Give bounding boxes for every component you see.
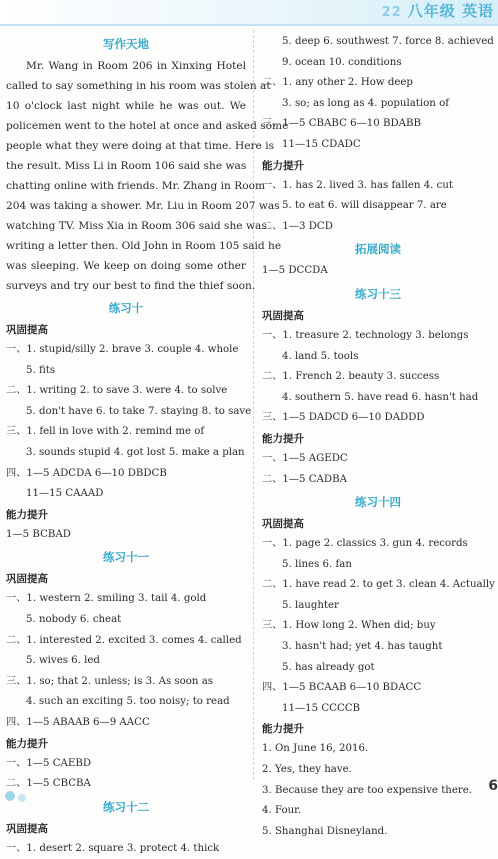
answer-line: 5. laughter bbox=[282, 599, 339, 611]
answer-line: 4. land 5. tools bbox=[282, 350, 359, 362]
answer-line: 3. sounds stupid 4. got lost 5. make a plan bbox=[26, 446, 245, 458]
paragraph-line: people what they were doing at that time. Here is bbox=[6, 140, 275, 152]
answer-line: 二、1. writing 2. to save 3. were 4. to solve bbox=[6, 385, 228, 397]
improve-answers bbox=[262, 176, 494, 238]
answer-line: 9. ocean 10. conditions bbox=[282, 56, 402, 68]
paragraph-line: the result. Miss Li in Room 106 said she was bbox=[6, 160, 247, 172]
answer-line: 3. so; as long as 4. population of bbox=[282, 97, 449, 109]
answer-line: 11—15 CCCCB bbox=[282, 702, 361, 714]
answer-line: 5. lines 6. fan bbox=[282, 558, 352, 570]
paragraph-line: 10 o'clock last night while he was out. We bbox=[6, 100, 246, 112]
exercise-10-answers bbox=[6, 340, 252, 505]
exercise-12-title: 练习十二 bbox=[103, 799, 149, 814]
answer-line: 三、1. How long 2. When did; buy bbox=[262, 620, 436, 632]
exercise-13-improve-heading: 能力提升 bbox=[262, 432, 304, 445]
exercise-14-improve-heading: 能力提升 bbox=[262, 723, 304, 736]
paragraph-line: chatting online with friends. Mr. Zhang in Room bbox=[6, 180, 266, 192]
answer-line: 1. On June 16, 2016. bbox=[262, 743, 369, 755]
paragraph-line: watching TV. Miss Xia in Room 306 said she was bbox=[6, 220, 267, 232]
answer-line: 三、1—5 CBABC 6—10 BDABB bbox=[262, 118, 421, 130]
header-rule bbox=[0, 24, 498, 26]
exercise-13-title: 练习十三 bbox=[355, 286, 401, 301]
answer-line: 一、1. stupid/silly 2. brave 3. couple 4. whole bbox=[6, 344, 239, 355]
right-column bbox=[262, 32, 494, 842]
exercise-10-improve-answers bbox=[6, 525, 246, 546]
answer-line: 3. Because they are too expensive there. bbox=[262, 784, 473, 796]
answer-line: 5. nobody 6. cheat bbox=[26, 613, 122, 625]
exercise-11-improve-heading: 能力提升 bbox=[6, 737, 48, 750]
answer-line: 4. Four. bbox=[262, 805, 302, 817]
exercise-13-consolidate-heading: 巩固提高 bbox=[262, 309, 304, 322]
paragraph-line: Mr. Wang in Room 206 in Xinxing Hotel bbox=[26, 60, 246, 72]
paragraph-line: policemen went to the hotel at once and asked some bbox=[6, 120, 289, 132]
exercise-12-answers bbox=[6, 839, 246, 859]
exercise-14-answers bbox=[262, 534, 494, 719]
answer-line: 1—5 BCBAD bbox=[6, 528, 71, 540]
exercise-14-title: 练习十四 bbox=[355, 495, 401, 510]
extended-reading-title: 拓展阅读 bbox=[355, 242, 401, 257]
header-grade-subject: 八年级 英语 bbox=[407, 2, 494, 20]
answer-line: 二、1. French 2. beauty 3. success bbox=[262, 371, 440, 383]
answer-line: 3. hasn't had; yet 4. has taught bbox=[282, 641, 443, 653]
exercise-13-answers bbox=[262, 326, 494, 429]
answer-line: 二、1. have read 2. to get 3. clean 4. Actually bbox=[262, 579, 495, 591]
answer-line: 4. southern 5. have read 6. hasn't had bbox=[282, 391, 479, 403]
extended-reading-answers bbox=[262, 261, 494, 282]
exercise-11-answers bbox=[6, 589, 246, 733]
exercise-10-improve-heading: 能力提升 bbox=[6, 508, 48, 521]
improve-heading: 能力提升 bbox=[262, 159, 304, 172]
answer-line: 一、1. page 2. classics 3. gun 4. records bbox=[262, 538, 468, 550]
exercise-13-improve-answers bbox=[262, 449, 494, 490]
answer-line: 1—5 DCCDA bbox=[262, 265, 328, 277]
page-number: 6 bbox=[488, 778, 498, 794]
answer-line: 5. to eat 6. will disappear 7. are bbox=[282, 200, 447, 212]
answer-line: 二、1. interested 2. excited 3. comes 4. called bbox=[6, 634, 242, 646]
answer-line: 四、1—5 ADCDA 6—10 DBDCB bbox=[6, 467, 167, 479]
answer-line: 二、1—5 CBCBA bbox=[6, 778, 91, 790]
answer-line: 一、1—5 AGEDC bbox=[262, 452, 348, 464]
answer-line: 四、1—5 BCAAB 6—10 BDACC bbox=[262, 682, 422, 694]
answer-line: 5. fits bbox=[26, 364, 56, 376]
exercise-11-title: 练习十一 bbox=[103, 550, 149, 565]
continued-answers bbox=[262, 32, 494, 156]
answer-line: 2. Yes, they have. bbox=[262, 764, 352, 776]
answer-line: 一、1. western 2. smiling 3. tail 4. gold bbox=[6, 593, 207, 605]
exercise-10-title: 练习十 bbox=[108, 301, 144, 315]
answer-line: 5. Shanghai Disneyland. bbox=[262, 825, 388, 837]
answer-line: 5. wives 6. led bbox=[26, 655, 100, 667]
answer-line: 一、1. has 2. lived 3. has fallen 4. cut bbox=[262, 179, 454, 191]
corner-flower-icon bbox=[2, 786, 42, 800]
paragraph-line: was sleeping. We keep on doing some other bbox=[6, 260, 246, 272]
answer-line: 5. has already got bbox=[282, 661, 375, 673]
paragraph-line: called to say something in his room was stolen at bbox=[6, 80, 271, 92]
exercise-11-improve-answers bbox=[6, 754, 246, 795]
paragraph-line: surveys and try our best to find the thief soon. bbox=[6, 280, 256, 292]
exercise-11-consolidate-heading: 巩固提高 bbox=[6, 573, 48, 586]
answer-line: 一、1—5 CAEBD bbox=[6, 757, 92, 769]
answer-line: 三、1—5 DADCD 6—10 DADDD bbox=[262, 412, 425, 424]
paragraph-line: 204 was taking a shower. Mr. Liu in Room 207 was bbox=[6, 200, 280, 212]
paragraph-line: writing a letter then. Old John in Room 105 said he bbox=[6, 240, 282, 252]
answer-line: 11—15 CAAAD bbox=[26, 488, 104, 500]
answer-line: 一、1. desert 2. square 3. protect 4. thick bbox=[6, 842, 220, 854]
answer-line: 二、1—3 DCD bbox=[262, 220, 333, 232]
answer-line: 四、1—5 ABAAB 6—9 AACC bbox=[6, 716, 150, 728]
answer-line: 4. such an exciting 5. too noisy; to read bbox=[26, 696, 230, 708]
answer-line: 11—15 CDADC bbox=[282, 138, 361, 150]
answer-line: 5. deep 6. southwest 7. force 8. achieved bbox=[282, 36, 494, 47]
header-marks: 22 bbox=[381, 5, 402, 20]
answer-line: 三、1. fell in love with 2. remind me of bbox=[6, 426, 205, 438]
answer-line: 二、1. any other 2. How deep bbox=[262, 77, 413, 89]
answer-line: 5. don't have 6. to take 7. staying 8. to save bbox=[26, 405, 252, 417]
writing-section-title: 写作天地 bbox=[103, 37, 149, 51]
exercise-10-consolidate-heading: 巩固提高 bbox=[6, 324, 48, 336]
exercise-12-consolidate-heading: 巩固提高 bbox=[6, 822, 48, 835]
answer-line: 一、1. treasure 2. technology 3. belongs bbox=[262, 329, 469, 341]
answer-line: 三、1. so; that 2. unless; is 3. As soon as bbox=[6, 675, 214, 687]
answer-line: 二、1—5 CADBA bbox=[262, 473, 347, 485]
exercise-14-consolidate-heading: 巩固提高 bbox=[262, 518, 304, 531]
exercise-14-improve-answers bbox=[262, 739, 494, 842]
page-header bbox=[382, 0, 494, 21]
